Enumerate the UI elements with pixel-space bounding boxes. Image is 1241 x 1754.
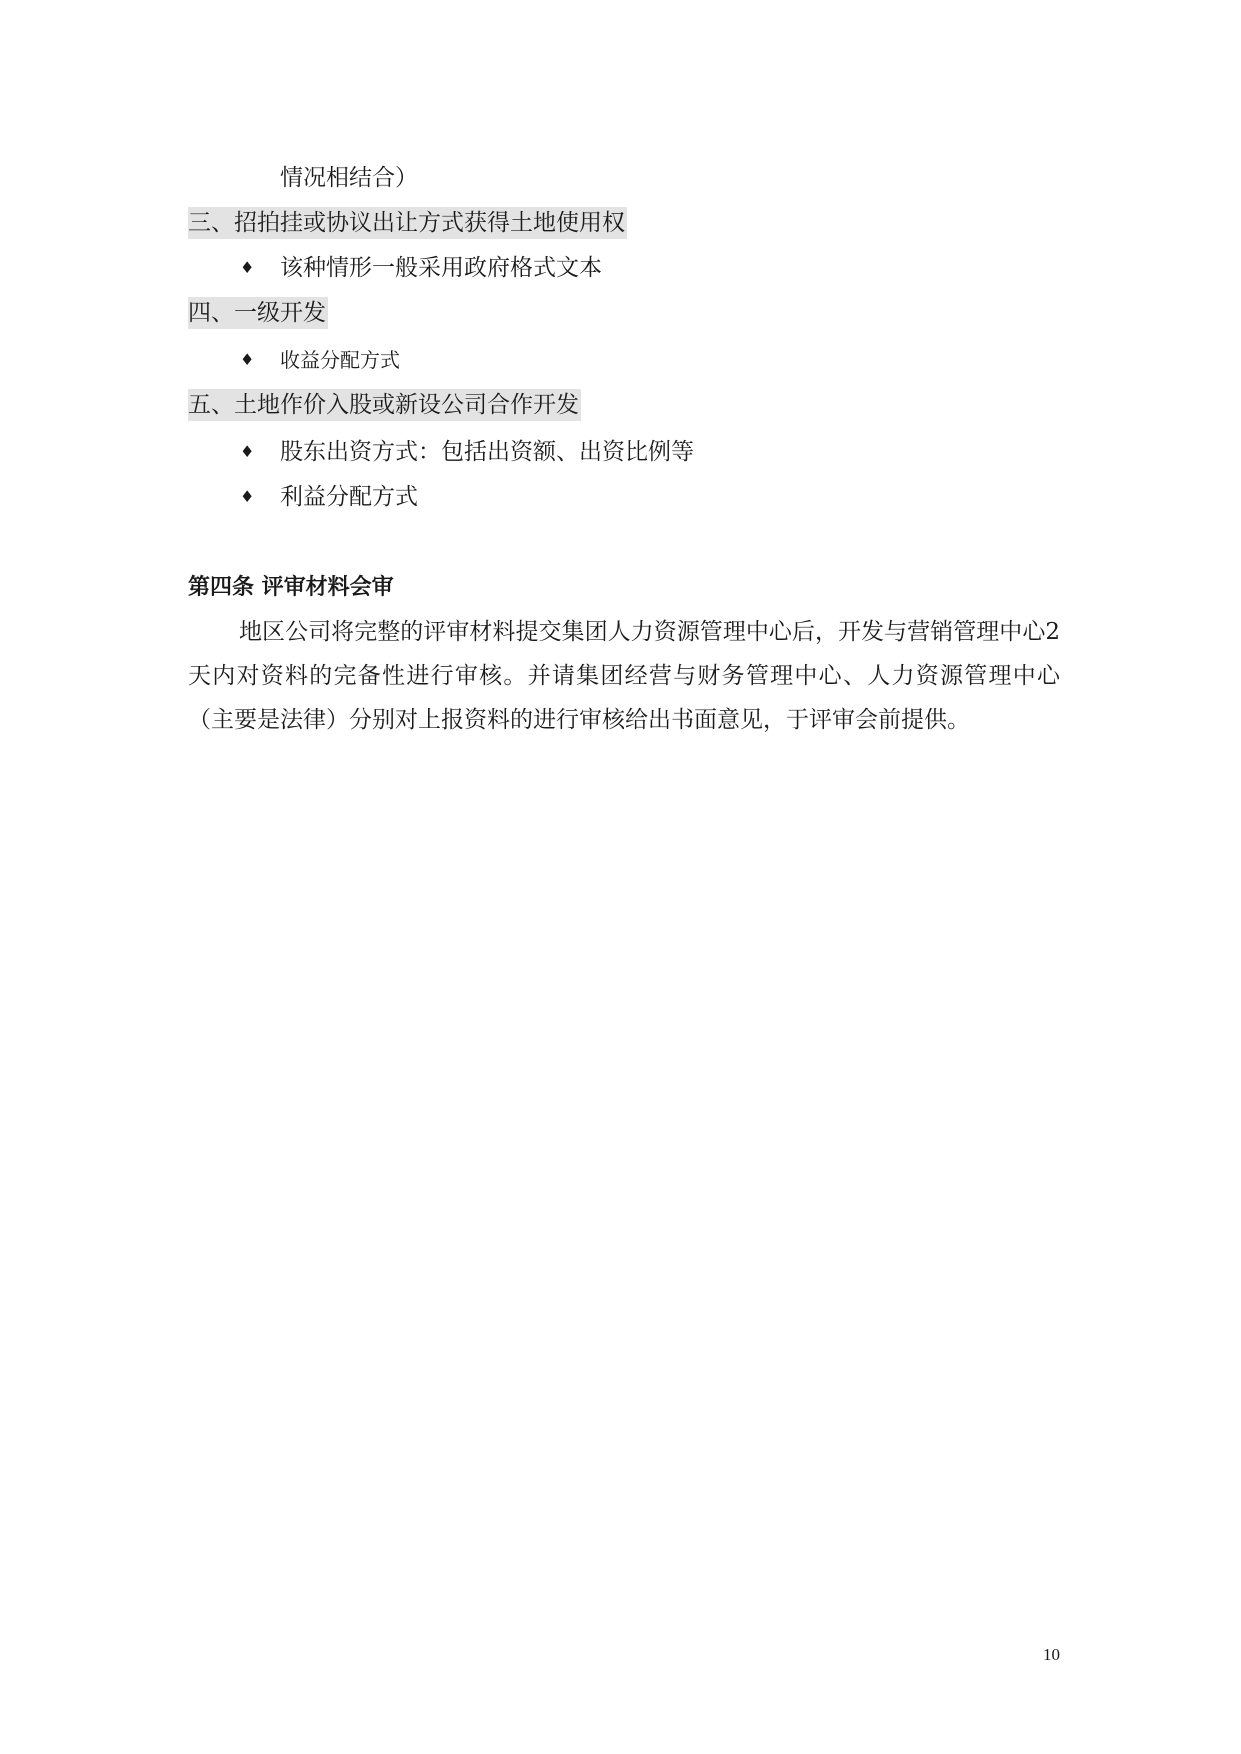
bullet-diamond-icon: ♦ <box>240 350 255 369</box>
section-heading-4 <box>188 298 328 328</box>
bullet-diamond-icon: ♦ <box>240 442 255 461</box>
bullet-item: 利益分配方式 <box>280 484 418 510</box>
article-heading: 第四条 评审材料会审 <box>188 575 394 600</box>
section-heading-3 <box>188 208 627 238</box>
section-title: 三、招拍挂或协议出让方式获得土地使用权 <box>188 207 627 239</box>
bullet-diamond-icon: ♦ <box>240 487 255 506</box>
section-heading-5 <box>188 390 581 420</box>
bullet-item: 该种情形一般采用政府格式文本 <box>280 255 602 281</box>
bullet-diamond-icon: ♦ <box>240 258 255 277</box>
section-title: 五、土地作价入股或新设公司合作开发 <box>188 389 581 421</box>
bullet-item: 收益分配方式 <box>280 348 400 372</box>
section-title: 四、一级开发 <box>188 297 328 329</box>
bullet-item: 股东出资方式：包括出资额、出资比例等 <box>280 439 694 465</box>
article-body: 地区公司将完整的评审材料提交集团人力资源管理中心后，开发与营销管理中心2天内对资料的完备性进行审核。并请集团经营与财务管理中心、人力资源管理中心（主要是法律）分别对上报资料的进行审核给出书面意见，于评审会前提供。 <box>188 619 1060 733</box>
continuation-text: 情况相结合） <box>280 165 418 191</box>
page-number: 10 <box>1043 1645 1060 1664</box>
